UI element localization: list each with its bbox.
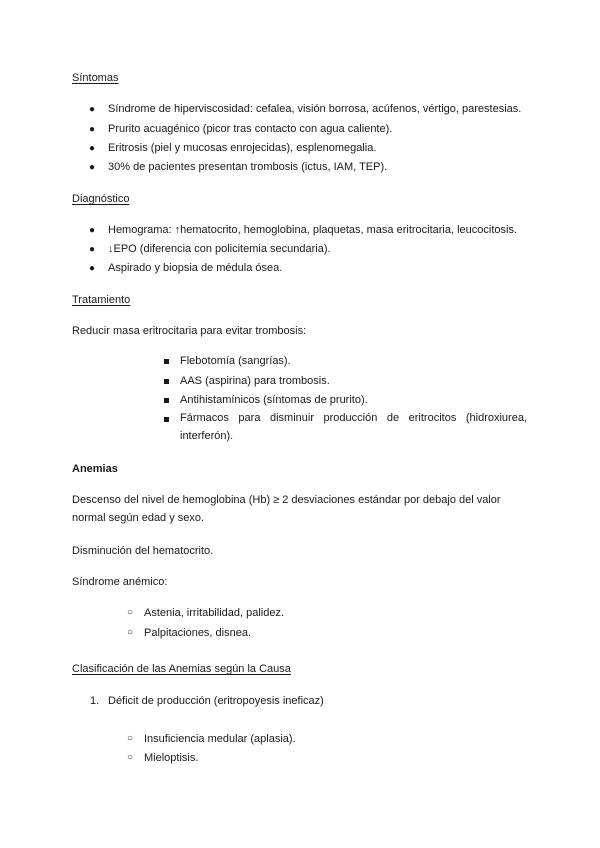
- sintomas-item: Prurito acuagénico (picor tras contacto con agua caliente).: [108, 123, 393, 135]
- diagnostico-item: Hemograma: ↑hematocrito, hemoglobina, plaquetas, masa eritrocitaria, leucocitosis.: [108, 224, 518, 236]
- sintomas-item: Síndrome de hiperviscosidad: cefalea, visión borrosa, acúfenos, vértigo, parestesias.: [108, 103, 522, 115]
- circle-bullet-icon: ○: [127, 752, 134, 763]
- anemias-item: Astenia, irritabilidad, palidez.: [144, 607, 285, 619]
- bullet-icon: ●: [89, 225, 96, 236]
- tratamiento-intro: Reducir masa eritrocitaria para evitar trombosis:: [72, 325, 307, 337]
- diagnostico-item: Aspirado y biopsia de médula ósea.: [108, 262, 283, 274]
- tratamiento-item: Flebotomía (sangrías).: [180, 355, 291, 367]
- bullet-icon: ●: [89, 104, 96, 115]
- diagnostico-item: ↓EPO (diferencia con policitemia secundaria).: [108, 243, 331, 255]
- tratamiento-item: Fármacos para disminuir producción de eritrocitos (hidroxiurea, interferón).: [180, 412, 527, 442]
- circle-bullet-icon: ○: [127, 627, 134, 638]
- bullet-icon: ●: [89, 162, 96, 173]
- anemias-hematocrito: Disminución del hematocrito.: [72, 545, 214, 557]
- clasificacion-heading: Clasificación de las Anemias según la Causa: [72, 663, 291, 675]
- square-bullet-icon: [164, 379, 169, 384]
- anemias-sindrome-label: Síndrome anémico:: [72, 576, 168, 588]
- tratamiento-heading: Tratamiento: [72, 294, 131, 306]
- bullet-icon: ●: [89, 124, 96, 135]
- anemias-definition: Descenso del nivel de hemoglobina (Hb) ≥ 2 desviaciones estándar por debajo del valor normal según edad y sexo.: [72, 494, 501, 524]
- numbered-item-label: Déficit de producción (eritropoyesis ineficaz): [108, 695, 324, 707]
- tratamiento-item: Antihistamínicos (síntomas de prurito).: [180, 394, 368, 406]
- bullet-icon: ●: [89, 143, 96, 154]
- clasificacion-subitem: Insuficiencia medular (aplasia).: [144, 733, 296, 745]
- square-bullet-icon: [164, 359, 169, 364]
- diagnostico-heading: Diagnóstico: [72, 193, 130, 205]
- circle-bullet-icon: ○: [127, 607, 134, 618]
- tratamiento-item: AAS (aspirina) para trombosis.: [180, 375, 330, 387]
- sintomas-item: 30% de pacientes presentan trombosis (ictus, IAM, TEP).: [108, 161, 388, 173]
- sintomas-heading: Síntomas: [72, 72, 119, 84]
- circle-bullet-icon: ○: [127, 733, 134, 744]
- sintomas-item: Eritrosis (piel y mucosas enrojecidas), esplenomegalia.: [108, 142, 377, 154]
- square-bullet-icon: [164, 398, 169, 403]
- square-bullet-icon: [164, 417, 169, 422]
- bullet-icon: ●: [89, 263, 96, 274]
- clasificacion-subitem: Mieloptisis.: [144, 752, 199, 764]
- numbered-item-number: 1.: [90, 695, 100, 707]
- anemias-heading: Anemias: [72, 463, 118, 475]
- bullet-icon: ●: [89, 244, 96, 255]
- anemias-item: Palpitaciones, disnea.: [144, 627, 252, 639]
